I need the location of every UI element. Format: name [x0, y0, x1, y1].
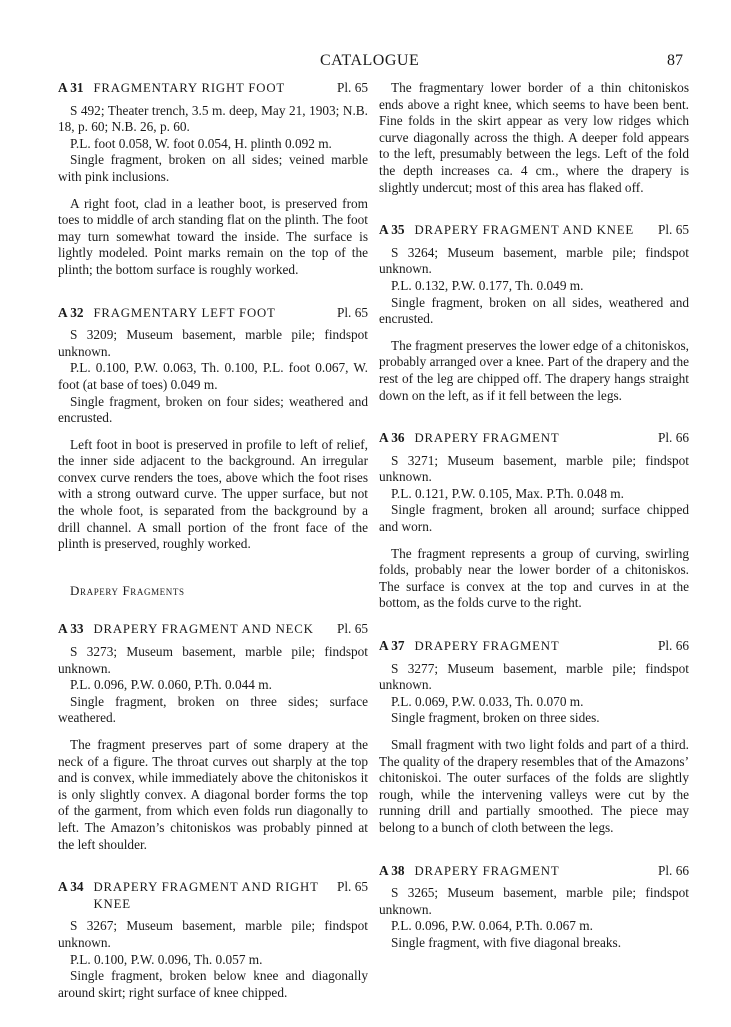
entry-title: DRAPERY FRAGMENT AND NECK: [93, 622, 314, 637]
entry-data-line: Single fragment, with five diagonal breaks.: [391, 934, 622, 950]
entry-number: A 38: [379, 862, 405, 878]
entry-heading: [379, 222, 689, 239]
entry-description: The fragment preserves part of some drapery at the neck of a figure. The throat curves out sharply at the top and is convex, while immediately above the chitoniskos it is only slightly convex. A diagonal border forms the top of the garment, from which even folds run diagonally to left. The Amazon’s chitoniskos was probably pinned at the left shoulder.: [58, 737, 368, 852]
entry-title: DRAPERY FRAGMENT: [414, 431, 560, 446]
entry-data-line: Single fragment, broken on all sides; veined marble with pink inclusions.: [58, 152, 368, 184]
entry-number: A 35: [379, 222, 405, 238]
entry-number: A 31: [58, 80, 84, 95]
entry-heading: [58, 621, 368, 638]
entry-data-line: S 3264; Museum basement, marble pile; findspot unknown.: [379, 244, 689, 277]
entry-data-line: S 3271; Museum basement, marble pile; findspot unknown.: [379, 452, 689, 485]
plate-reference: Pl. 65: [336, 80, 368, 95]
entry-description: The fragment represents a group of curving, swirling folds, probably near the lower border of a chitoniskos. The surface is convex at the top and curves in at the bottom, as the folds curve to the right.: [379, 545, 689, 611]
entry-heading: [379, 638, 689, 655]
entry-data-line: P.L. 0.096, P.W. 0.060, P.Th. 0.044 m.: [70, 677, 272, 693]
catalogue-entry-a-31: [58, 80, 368, 279]
entry-number: A 36: [379, 430, 405, 446]
entry-title: DRAPERY FRAGMENT AND RIGHT KNEE: [93, 880, 319, 911]
continued-description: [379, 80, 689, 196]
entry-number: A 37: [379, 638, 405, 654]
entry-data-line: Single fragment, broken on three sides.: [391, 710, 600, 726]
entry-title: DRAPERY FRAGMENT: [414, 863, 560, 878]
running-title: CATALOGUE: [320, 52, 420, 69]
entry-data-line: S 3265; Museum basement, marble pile; findspot unknown.: [379, 885, 689, 917]
entry-data-line: Single fragment, broken all around; surface chipped and worn.: [379, 502, 689, 535]
entry-data-line: P.L. 0.121, P.W. 0.105, Max. P.Th. 0.048 m.: [391, 485, 624, 501]
entry-data-line: P.L. foot 0.058, W. foot 0.054, H. plinth 0.092 m.: [70, 135, 332, 151]
entry-title: FRAGMENTARY RIGHT FOOT: [93, 81, 285, 95]
section-heading: Drapery Fragments: [70, 582, 185, 598]
paragraph-gap: [379, 727, 689, 737]
entry-number: A 32: [58, 304, 84, 320]
entry-description: The fragment preserves the lower edge of a chitoniskos, probably arranged over a knee. Part of the drapery and the rest of the leg are chipped off. The drapery hangs straight down on the left, as if it fell between the legs.: [379, 337, 689, 403]
entry-data-line: P.L. 0.100, P.W. 0.096, Th. 0.057 m.: [70, 951, 263, 967]
paragraph-gap: [379, 536, 689, 546]
entry-data-line: S 3273; Museum basement, marble pile; findspot unknown.: [58, 644, 368, 676]
catalogue-entry-a-32: [58, 305, 368, 553]
entry-title: DRAPERY FRAGMENT: [414, 639, 560, 654]
catalogue-entry-a-35: [379, 222, 689, 404]
entry-data-line: P.L. 0.096, P.W. 0.064, P.Th. 0.067 m.: [391, 918, 593, 934]
plate-reference: Pl. 66: [657, 638, 689, 654]
entry-number: A 33: [58, 621, 84, 637]
entry-data-line: P.L. 0.069, P.W. 0.033, Th. 0.070 m.: [391, 693, 584, 709]
entry-description: Small fragment with two light folds and part of a third. The quality of the drapery resembles that of the Amazons’ chitoniskoi. The outer surfaces of the folds are slightly rough, while the intervening valleys were cut by the running drill and partially smoothed. The piece may belong to a bunch of cloth between the legs.: [379, 737, 689, 835]
paragraph-gap: [58, 186, 368, 196]
entry-data-line: Single fragment, broken on three sides; surface weathered.: [58, 693, 368, 726]
entry-heading: [379, 863, 689, 880]
plate-reference: Pl. 65: [336, 304, 368, 320]
entry-title: FRAGMENTARY LEFT FOOT: [93, 305, 276, 320]
plate-reference: Pl. 66: [657, 430, 689, 446]
entry-heading: [58, 879, 368, 912]
left-column: [58, 80, 368, 1027]
running-header: [0, 52, 731, 74]
entry-description: A right foot, clad in a leather boot, is preserved from toes to middle of arch standing flat on the plinth. The foot may turn somewhat toward the inside. The surface is lightly modeled. Point marks remain on the top of the plinth; the bottom surface is roughly worked.: [58, 195, 368, 277]
entry-data-line: Single fragment, broken on all sides, weathered and encrusted.: [379, 294, 689, 327]
paragraph-gap: [58, 727, 368, 737]
entry-heading: [58, 305, 368, 322]
catalogue-entry-a-36: [379, 430, 689, 612]
entry-data-line: P.L. 0.132, P.W. 0.177, Th. 0.049 m.: [391, 277, 584, 293]
entry-data-line: S 3209; Museum basement, marble pile; findspot unknown.: [58, 327, 368, 359]
entry-data-line: S 492; Theater trench, 3.5 m. deep, May 21, 1903; N.B. 18, p. 60; N.B. 26, p. 60.: [58, 102, 368, 135]
entry-heading: [58, 80, 368, 97]
entry-data-line: S 3277; Museum basement, marble pile; findspot unknown.: [379, 660, 689, 693]
plate-reference: Pl. 66: [657, 862, 689, 878]
catalogue-entry-a-37: [379, 638, 689, 837]
right-column: [379, 80, 689, 978]
entry-data-line: P.L. 0.100, P.W. 0.063, Th. 0.100, P.L. foot 0.067, W. foot (at base of toes) 0.049 m.: [58, 360, 368, 392]
catalogue-entry-a-34: [58, 879, 368, 1001]
entry-heading: [379, 430, 689, 447]
plate-reference: Pl. 65: [336, 879, 368, 895]
plate-reference: Pl. 65: [336, 621, 368, 637]
page-number: 87: [667, 52, 683, 69]
paragraph-gap: [379, 328, 689, 338]
catalogue-entry-a-38: [379, 863, 689, 952]
entry-description: The fragmentary lower border of a thin chitoniskos ends above a right knee, which seems to have been bent. Fine folds in the skirt appear as very low ridges which curve diagonally across the thigh. A deeper fold appears to the left, presumably between the legs. Left of the fold the depth increases ca. 4 cm., where the drapery is slightly undercut; most of this area has flaked off.: [379, 80, 689, 195]
catalogue-entry-a-33: [58, 621, 368, 853]
entry-data-line: Single fragment, broken below knee and diagonally around skirt; right surface of knee chipped.: [58, 968, 368, 1000]
entry-number: A 34: [58, 879, 84, 895]
entry-title: DRAPERY FRAGMENT AND KNEE: [414, 223, 634, 238]
paragraph-gap: [58, 427, 368, 437]
entry-data-line: Single fragment, broken on four sides; weathered and encrusted.: [58, 393, 368, 426]
plate-reference: Pl. 65: [657, 222, 689, 238]
entry-data-line: S 3267; Museum basement, marble pile; findspot unknown.: [58, 918, 368, 950]
entry-description: Left foot in boot is preserved in profile to left of relief, the inner side adjacent to the background. An irregular convex curve renders the toes, above which the foot rises with a strong outward curve. The upper surface, but not the whole foot, is separated from the background by a drill channel. A small portion of the front face of the plinth is preserved, roughly worked.: [58, 436, 368, 552]
